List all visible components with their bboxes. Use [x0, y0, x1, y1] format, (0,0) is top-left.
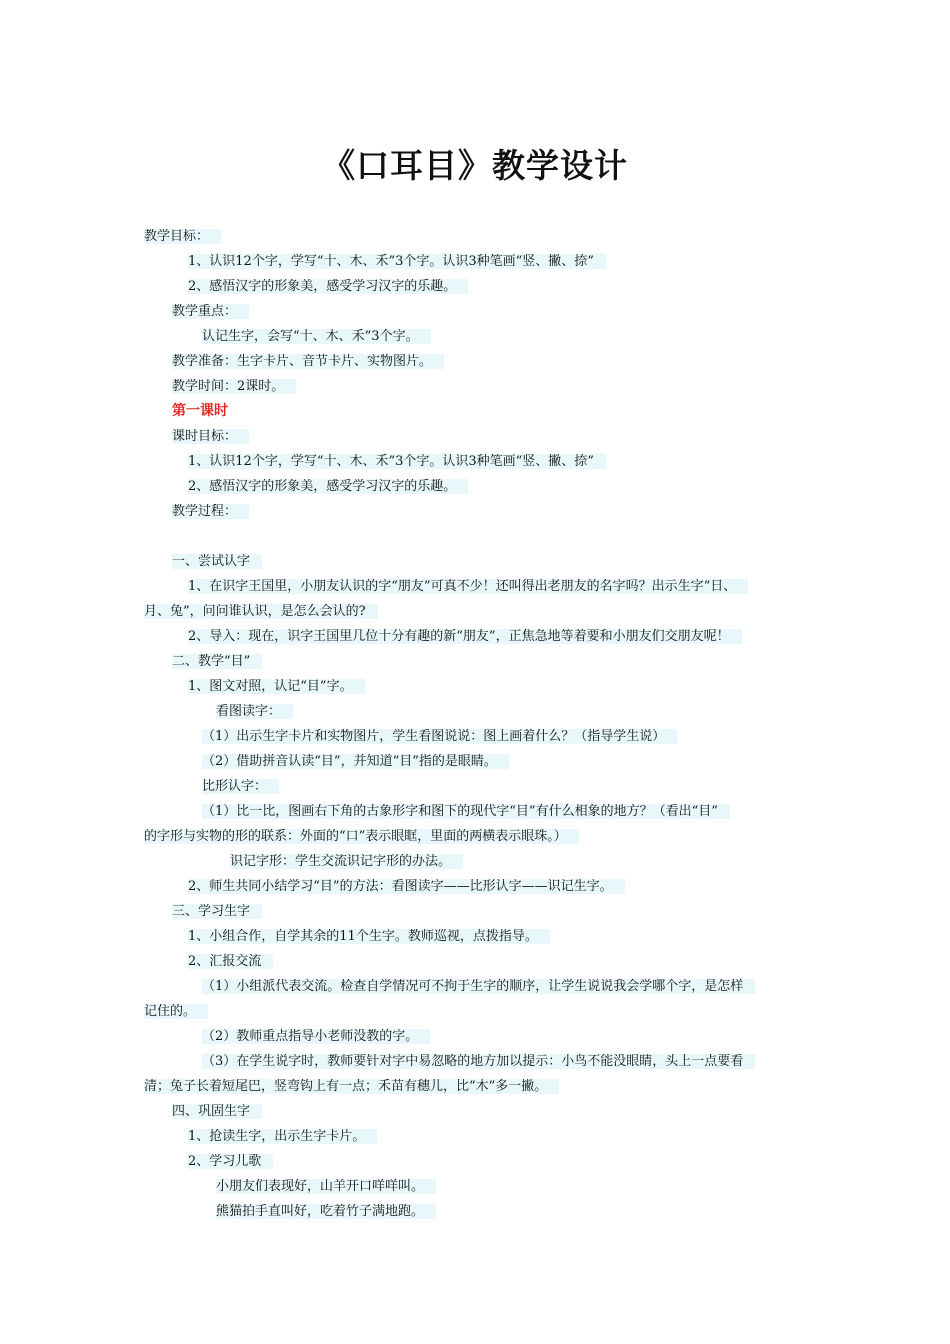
document-line — [144, 649, 824, 674]
document-line — [144, 299, 824, 324]
line-text: 比形认字： — [202, 779, 279, 794]
document-line — [144, 324, 824, 349]
document-line — [144, 999, 824, 1024]
line-text: （3）在学生说字时，教师要针对字中易忽略的地方加以提示：小鸟不能没眼睛，头上一点要看 — [202, 1054, 755, 1069]
document-line — [144, 1049, 824, 1074]
document-line — [144, 424, 824, 449]
line-text: 1、抢读生字，出示生字卡片。 — [188, 1129, 377, 1144]
line-text: 2、师生共同小结学习“目”的方法：看图读字——比形认字——识记生字。 — [188, 879, 625, 894]
line-text: 识记字形：学生交流识记字形的办法。 — [230, 854, 463, 869]
document-line — [144, 699, 824, 724]
document-body — [144, 224, 824, 1224]
document-line — [144, 1149, 824, 1174]
document-line — [144, 1199, 824, 1224]
line-text: 教学准备：生字卡片、音节卡片、实物图片。 — [172, 354, 444, 369]
document-line — [144, 824, 824, 849]
line-text: 教学时间：2课时。 — [172, 379, 296, 394]
document-line — [144, 599, 824, 624]
line-text: 1、小组合作，自学其余的11个生字。教师巡视，点拨指导。 — [188, 929, 550, 944]
line-text: 熊猫拍手直叫好，吃着竹子满地跑。 — [216, 1204, 436, 1219]
document-line — [144, 449, 824, 474]
document-line — [144, 1024, 824, 1049]
teaching-process-section — [144, 549, 824, 1224]
line-text: 1、在识字王国里，小朋友认识的字“朋友”可真不少！还叫得出老朋友的名字吗？出示生字“日、 — [188, 579, 748, 594]
line-text: 2、感悟汉字的形象美，感受学习汉字的乐趣。 — [188, 279, 468, 294]
document-line — [144, 674, 824, 699]
document-line — [144, 774, 824, 799]
blank-line — [144, 524, 824, 549]
document-line — [144, 349, 824, 374]
document-title: 《口耳目》教学设计 — [322, 146, 628, 185]
section-heading-red — [144, 399, 824, 424]
line-text: 记住的。 — [144, 1004, 208, 1019]
line-text: （2）借助拼音认读“目”，并知道“目”指的是眼睛。 — [202, 754, 509, 769]
line-text: 教学重点： — [172, 304, 249, 319]
line-text: 1、认识12个字，学写“十、木、禾”3个字。认识3种笔画“竖、撇、捺” — [188, 454, 606, 469]
document-line — [144, 549, 824, 574]
document-line — [144, 949, 824, 974]
line-text: 清；兔子长着短尾巴，竖弯钩上有一点；禾苗有穗儿，比“木”多一撇。 — [144, 1079, 559, 1094]
line-text: （1）小组派代表交流。检查自学情况可不拘于生字的顺序，让学生说说我会学哪个字，是怎样 — [202, 979, 755, 994]
document-line — [144, 899, 824, 924]
line-text: 课时目标： — [172, 429, 249, 444]
document-line — [144, 924, 824, 949]
document-line — [144, 1124, 824, 1149]
line-text: 教学目标： — [144, 229, 221, 244]
document-line — [144, 1099, 824, 1124]
line-text: 2、感悟汉字的形象美，感受学习汉字的乐趣。 — [188, 479, 468, 494]
line-text: （2）教师重点指导小老师没教的字。 — [202, 1029, 430, 1044]
lesson-header-section — [144, 224, 824, 524]
document-line — [144, 749, 824, 774]
document-line — [144, 874, 824, 899]
line-text: 四、巩固生字 — [172, 1104, 262, 1119]
document-line — [144, 724, 824, 749]
document-line — [144, 374, 824, 399]
line-text: 教学过程： — [172, 504, 249, 519]
line-text: 认记生字，会写“十、木、禾”3个字。 — [202, 329, 431, 344]
document-line — [144, 974, 824, 999]
document-line — [144, 624, 824, 649]
document-line — [144, 274, 824, 299]
line-text: 一、尝试认字 — [172, 554, 262, 569]
document-line — [144, 1074, 824, 1099]
line-text: 2、汇报交流 — [188, 954, 273, 969]
document-line — [144, 499, 824, 524]
document-line — [144, 224, 824, 249]
document-line — [144, 574, 824, 599]
line-text: （1）比一比，图画右下角的古象形字和图下的现代字“目”有什么相象的地方？（看出“目” — [202, 804, 730, 819]
document-line — [144, 1174, 824, 1199]
document-line — [144, 799, 824, 824]
line-text: 二、教学“目” — [172, 654, 262, 669]
line-text: 月、兔”，问问谁认识，是怎么会认的? — [144, 604, 378, 619]
line-text: 第一课时 — [172, 403, 228, 419]
line-text: 看图读字： — [216, 704, 293, 719]
line-text: （1）出示生字卡片和实物图片，学生看图说说：图上画着什么？（指导学生说） — [202, 729, 677, 744]
line-text: 2、导入：现在，识字王国里几位十分有趣的新“朋友”，正焦急地等着要和小朋友们交朋友呢！ — [188, 629, 742, 644]
document-line — [144, 474, 824, 499]
line-text: 三、学习生字 — [172, 904, 262, 919]
document-line — [144, 849, 824, 874]
line-text: 1、认识12个字，学写“十、木、禾”3个字。认识3种笔画“竖、撇、捺” — [188, 254, 606, 269]
document-line — [144, 249, 824, 274]
line-text: 小朋友们表现好，山羊开口咩咩叫。 — [216, 1179, 436, 1194]
line-text: 2、学习儿歌 — [188, 1154, 273, 1169]
line-text: 的字形与实物的形的联系：外面的“口”表示眼眶，里面的两横表示眼珠。） — [144, 829, 579, 844]
line-text: 1、图文对照，认记“目”字。 — [188, 679, 365, 694]
